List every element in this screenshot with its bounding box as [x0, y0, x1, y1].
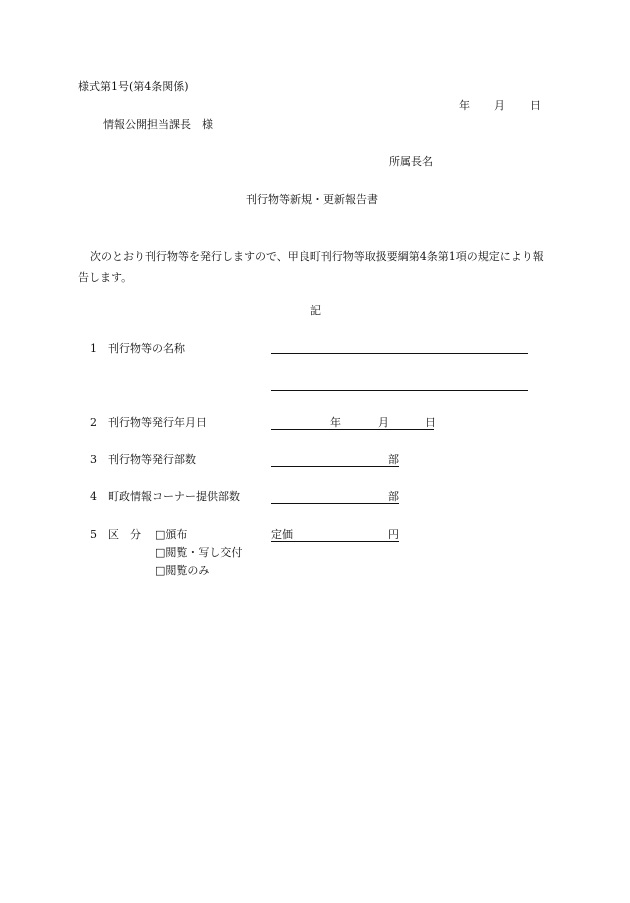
item-2-label: 刊行物等発行年月日	[108, 416, 207, 429]
item-5-number: 5	[90, 528, 97, 541]
item-4-unit: 部	[388, 490, 399, 503]
item-1-line-1[interactable]	[271, 353, 528, 354]
item-3-number: 3	[90, 453, 97, 466]
date-year-label: 年	[459, 99, 470, 112]
item-1-line-2[interactable]	[271, 390, 528, 391]
item-4-label: 町政情報コーナー提供部数	[108, 490, 240, 503]
option-view-only-checkbox[interactable]: □閲覧のみ	[155, 564, 210, 577]
item-1-number: 1	[90, 342, 97, 355]
item-1-label: 刊行物等の名称	[108, 342, 185, 355]
option-distribution-checkbox[interactable]: □頒布	[155, 528, 188, 541]
item-3-label: 刊行物等発行部数	[108, 453, 196, 466]
item-5-label: 区 分	[108, 528, 141, 541]
item-5-price-label: 定価	[271, 528, 293, 541]
item-2-number: 2	[90, 416, 97, 429]
item-2-date-line[interactable]	[271, 429, 434, 430]
item-3-unit: 部	[388, 453, 399, 466]
document-title: 刊行物等新規・更新報告書	[246, 193, 378, 206]
item-2-year-label: 年	[330, 416, 341, 429]
item-2-day-label: 日	[425, 416, 436, 429]
item-3-line[interactable]	[271, 466, 399, 467]
item-4-number: 4	[90, 490, 97, 503]
option-view-copy-checkbox[interactable]: □閲覧・写し交付	[155, 546, 243, 559]
date-day-label: 日	[530, 99, 541, 112]
item-5-price-line[interactable]	[271, 541, 399, 542]
item-4-line[interactable]	[271, 503, 399, 504]
body-text: 次のとおり刊行物等を発行しますので、甲良町刊行物等取扱要綱第4条第1項の規定により報告します。	[78, 250, 544, 284]
sender-name-label: 所属長名	[389, 155, 433, 168]
date-month-label: 月	[494, 99, 505, 112]
ki-heading: 記	[310, 304, 321, 317]
item-5-price-unit: 円	[388, 528, 399, 541]
form-number: 様式第1号(第4条関係)	[78, 80, 189, 93]
addressee: 情報公開担当課長 様	[103, 118, 213, 131]
item-2-month-label: 月	[378, 416, 389, 429]
